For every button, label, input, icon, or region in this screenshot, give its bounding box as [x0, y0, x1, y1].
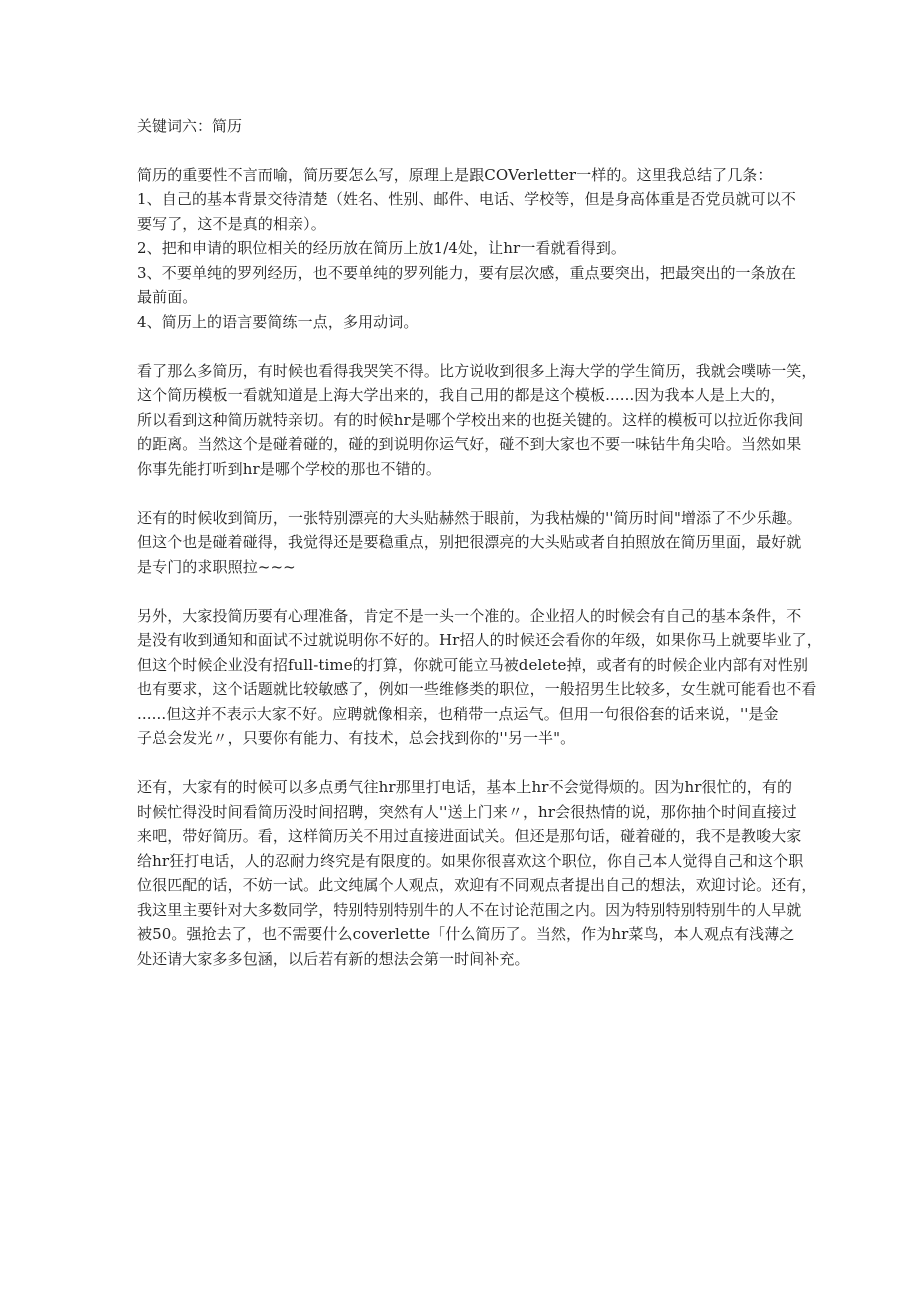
text-line: 时候忙得没时间看简历没时间招聘，突然有人''送上门来〃，hr会很热情的说，那你抽个时间直接过	[137, 802, 797, 821]
text-line: 简历的重要性不言而喻，简历要怎么写，原理上是跟COVerletter一样的。这里我总结了几条：	[137, 165, 773, 184]
paragraph	[137, 604, 822, 751]
text-line: 还有的时候收到简历，一张特别漂亮的大头贴赫然于眼前，为我枯燥的''简历时间"增添了不少乐趣。	[137, 508, 802, 527]
text-line: 最前面。	[137, 288, 198, 306]
text-line: 2、把和申请的职位相关的经历放在简历上放1/4处，让hr一看就看得到。	[137, 239, 627, 257]
text-line: 但这个也是碰着碰得，我觉得还是要稳重点，别把很漂亮的大头贴或者自拍照放在简历里面，最好就	[137, 533, 802, 551]
text-line: 4、简历上的语言要简练一点，多用动词。	[137, 312, 419, 331]
text-line: 处还请大家多多包涵，以后若有新的想法会第一时间补充。	[137, 949, 530, 968]
text-line: 来吧，带好简历。看，这样简历关不用过直接进面试关。但还是那句话，碰着碰的，我不是教唆大家	[137, 827, 802, 845]
text-line: 被50。强抢去了，也不需要什么coverlette「什么简历了。当然，作为hr菜鸟，本人观点有浅薄之	[137, 925, 795, 943]
document-body	[137, 163, 822, 972]
text-line: 给hr狂打电话，人的忍耐力终究是有限度的。如果你很喜欢这个职位，你自己本人觉得自己和这个职	[137, 851, 804, 870]
text-line: 是专门的求职照拉~~~	[137, 557, 296, 576]
text-line: 1、自己的基本背景交待清楚（姓名、性别、邮件、电话、学校等，但是身高体重是否党员就可以不	[137, 190, 796, 208]
paragraph	[137, 506, 802, 580]
text-line: 位很匹配的话，不妨一试。此文纯属个人观点，欢迎有不同观点者提出自己的想法，欢迎讨论。还有，	[137, 876, 817, 894]
document-page	[137, 114, 822, 971]
paragraph	[137, 163, 796, 335]
text-line: 子总会发光〃，只要你有能力、有技术，总会找到你的''另一半"。	[137, 729, 576, 747]
text-line: 还有，大家有的时候可以多点勇气往hr那里打电话，基本上hr不会觉得烦的。因为hr很忙的，有的	[137, 778, 793, 796]
text-line: 要写了，这不是真的相亲）。	[137, 214, 326, 233]
text-line: 所以看到这种简历就特亲切。有的时候hr是哪个学校出来的也挺关键的。这样的模板可以拉近你我间	[137, 410, 804, 429]
text-line: 的距离。当然这个是碰着碰的，碰的到说明你运气好，碰不到大家也不要一味钻牛角尖哈。当然如果	[137, 435, 802, 453]
paragraph	[137, 359, 817, 482]
text-line: 另外，大家投简历要有心理准备，肯定不是一头一个准的。企业招人的时候会有自己的基本条件，不	[137, 606, 802, 625]
text-line: 我这里主要针对大多数同学，特别特别特别牛的人不在讨论范围之内。因为特别特别特别牛的人早就	[137, 900, 802, 919]
text-line: 但这个时候企业没有招full-time的打算，你就可能立马被delete掉，或者有的时候企业内部有对性别	[137, 655, 809, 674]
section-heading: 关键词六：简历	[137, 117, 243, 135]
text-line: 也有要求，这个话题就比较敏感了，例如一些维修类的职位，一般招男生比较多，女生就可能看也不看	[137, 680, 817, 698]
paragraph	[137, 775, 817, 971]
text-line: 这个简历模板一看就知道是上海大学出来的，我自己用的都是这个模板......因为我本人是上大的，	[137, 386, 786, 404]
text-line: 3、不要单纯的罗列经历，也不要单纯的罗列能力，要有层次感，重点要突出，把最突出的一条放在	[137, 263, 796, 282]
text-line: 看了那么多简历，有时候也看得我哭笑不得。比方说收到很多上海大学的学生简历，我就会噗哧一笑，	[137, 361, 817, 380]
text-line: 你事先能打听到hr是哪个学校的那也不错的。	[137, 459, 441, 478]
text-line: ......但这并不表示大家不好。应聘就像相亲，也稍带一点运气。但用一句很俗套的话来说，''是金	[137, 704, 779, 723]
text-line: 是没有收到通知和面试不过就说明你不好的。Hr招人的时候还会看你的年级，如果你马上就要毕业了，	[137, 631, 822, 649]
